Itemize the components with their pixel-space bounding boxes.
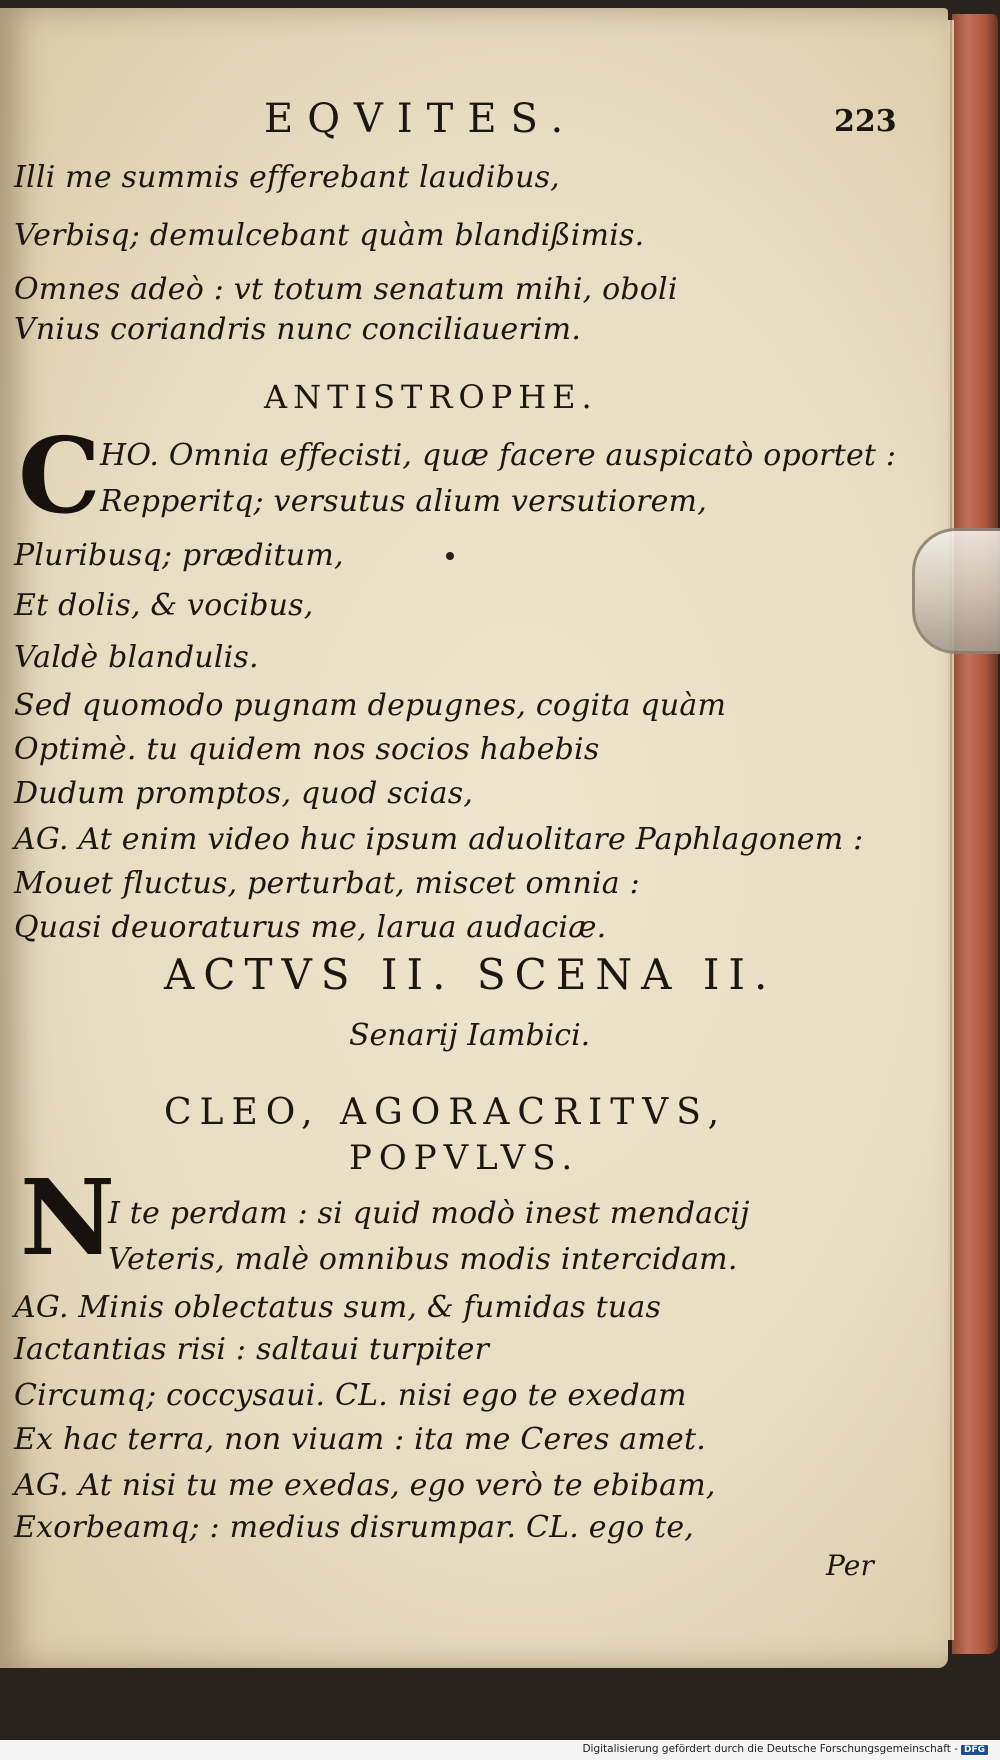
verse-line: I te perdam : si quid modò inest mendacij bbox=[108, 1196, 750, 1231]
dramatis-personae: CLEO, AGORACRITVS, bbox=[164, 1092, 728, 1133]
verse-line: Repperitq; versutus alium versutiorem, bbox=[100, 484, 707, 519]
dfg-logo: DFG bbox=[961, 1745, 988, 1755]
catchword: Per bbox=[826, 1549, 875, 1582]
verse-line: Et dolis, & vocibus, bbox=[14, 588, 314, 623]
verse-line: Optimè. tu quidem nos socios habebis bbox=[14, 732, 600, 767]
verse-line: Quasi deuoraturus me, larua audaciæ. bbox=[14, 910, 607, 945]
section-title: ANTISTROPHE. bbox=[264, 378, 598, 416]
verse-line: Verbisq; demulcebant quàm blandißimis. bbox=[14, 218, 645, 253]
ink-spot bbox=[446, 552, 454, 560]
act-heading: ACTVS II. SCENA II. bbox=[164, 950, 777, 999]
verse-line: Sed quomodo pugnam depugnes, cogita quàm bbox=[14, 688, 727, 723]
verse-line: AG. Minis oblectatus sum, & fumidas tuas bbox=[14, 1290, 662, 1325]
verse-line: Iactantias risi : saltaui turpiter bbox=[14, 1332, 490, 1367]
running-head: EQVITES. bbox=[264, 96, 578, 142]
verse-line: Circumq; coccysaui. CL. nisi ego te exedam bbox=[14, 1378, 687, 1413]
verse-line: Pluribusq; præditum, bbox=[14, 538, 344, 573]
verse-line: Ex hac terra, non viuam : ita me Ceres amet. bbox=[14, 1422, 706, 1457]
verse-line: Exorbeamq; : medius disrumpar. CL. ego te, bbox=[14, 1510, 695, 1545]
verse-line: Vnius coriandris nunc conciliauerim. bbox=[14, 312, 582, 347]
page-clip bbox=[912, 528, 1000, 654]
drop-cap: N bbox=[20, 1156, 116, 1279]
verse-line: Dudum promptos, quod scias, bbox=[14, 776, 474, 811]
verse-line: AG. At nisi tu me exedas, ego verò te ebibam, bbox=[14, 1468, 716, 1503]
credit-text: Digitalisierung gefördert durch die Deutsche Forschungsgemeinschaft - bbox=[582, 1743, 958, 1755]
book-fore-edge bbox=[952, 14, 998, 1654]
verse-line: AG. At enim video huc ipsum aduolitare Paphlagonem : bbox=[14, 822, 864, 857]
verse-line: Illi me summis efferebant laudibus, bbox=[14, 160, 560, 195]
verse-line: HO. Omnia effecisti, quæ facere auspicatò oportet : bbox=[100, 438, 897, 473]
meter-note: Senarij Iambici. bbox=[349, 1018, 591, 1053]
verse-line: Mouet fluctus, perturbat, miscet omnia : bbox=[14, 866, 640, 901]
digitization-credit bbox=[582, 1743, 988, 1755]
drop-cap: C bbox=[18, 414, 101, 537]
verse-line: Veteris, malè omnibus modis intercidam. bbox=[108, 1242, 738, 1277]
verse-line: Valdè blandulis. bbox=[14, 640, 259, 675]
page-number: 223 bbox=[834, 104, 897, 139]
dramatis-personae: POPVLVS. bbox=[349, 1138, 580, 1178]
verse-line: Omnes adeò : vt totum senatum mihi, oboli bbox=[14, 272, 678, 307]
book-page bbox=[0, 8, 948, 1668]
